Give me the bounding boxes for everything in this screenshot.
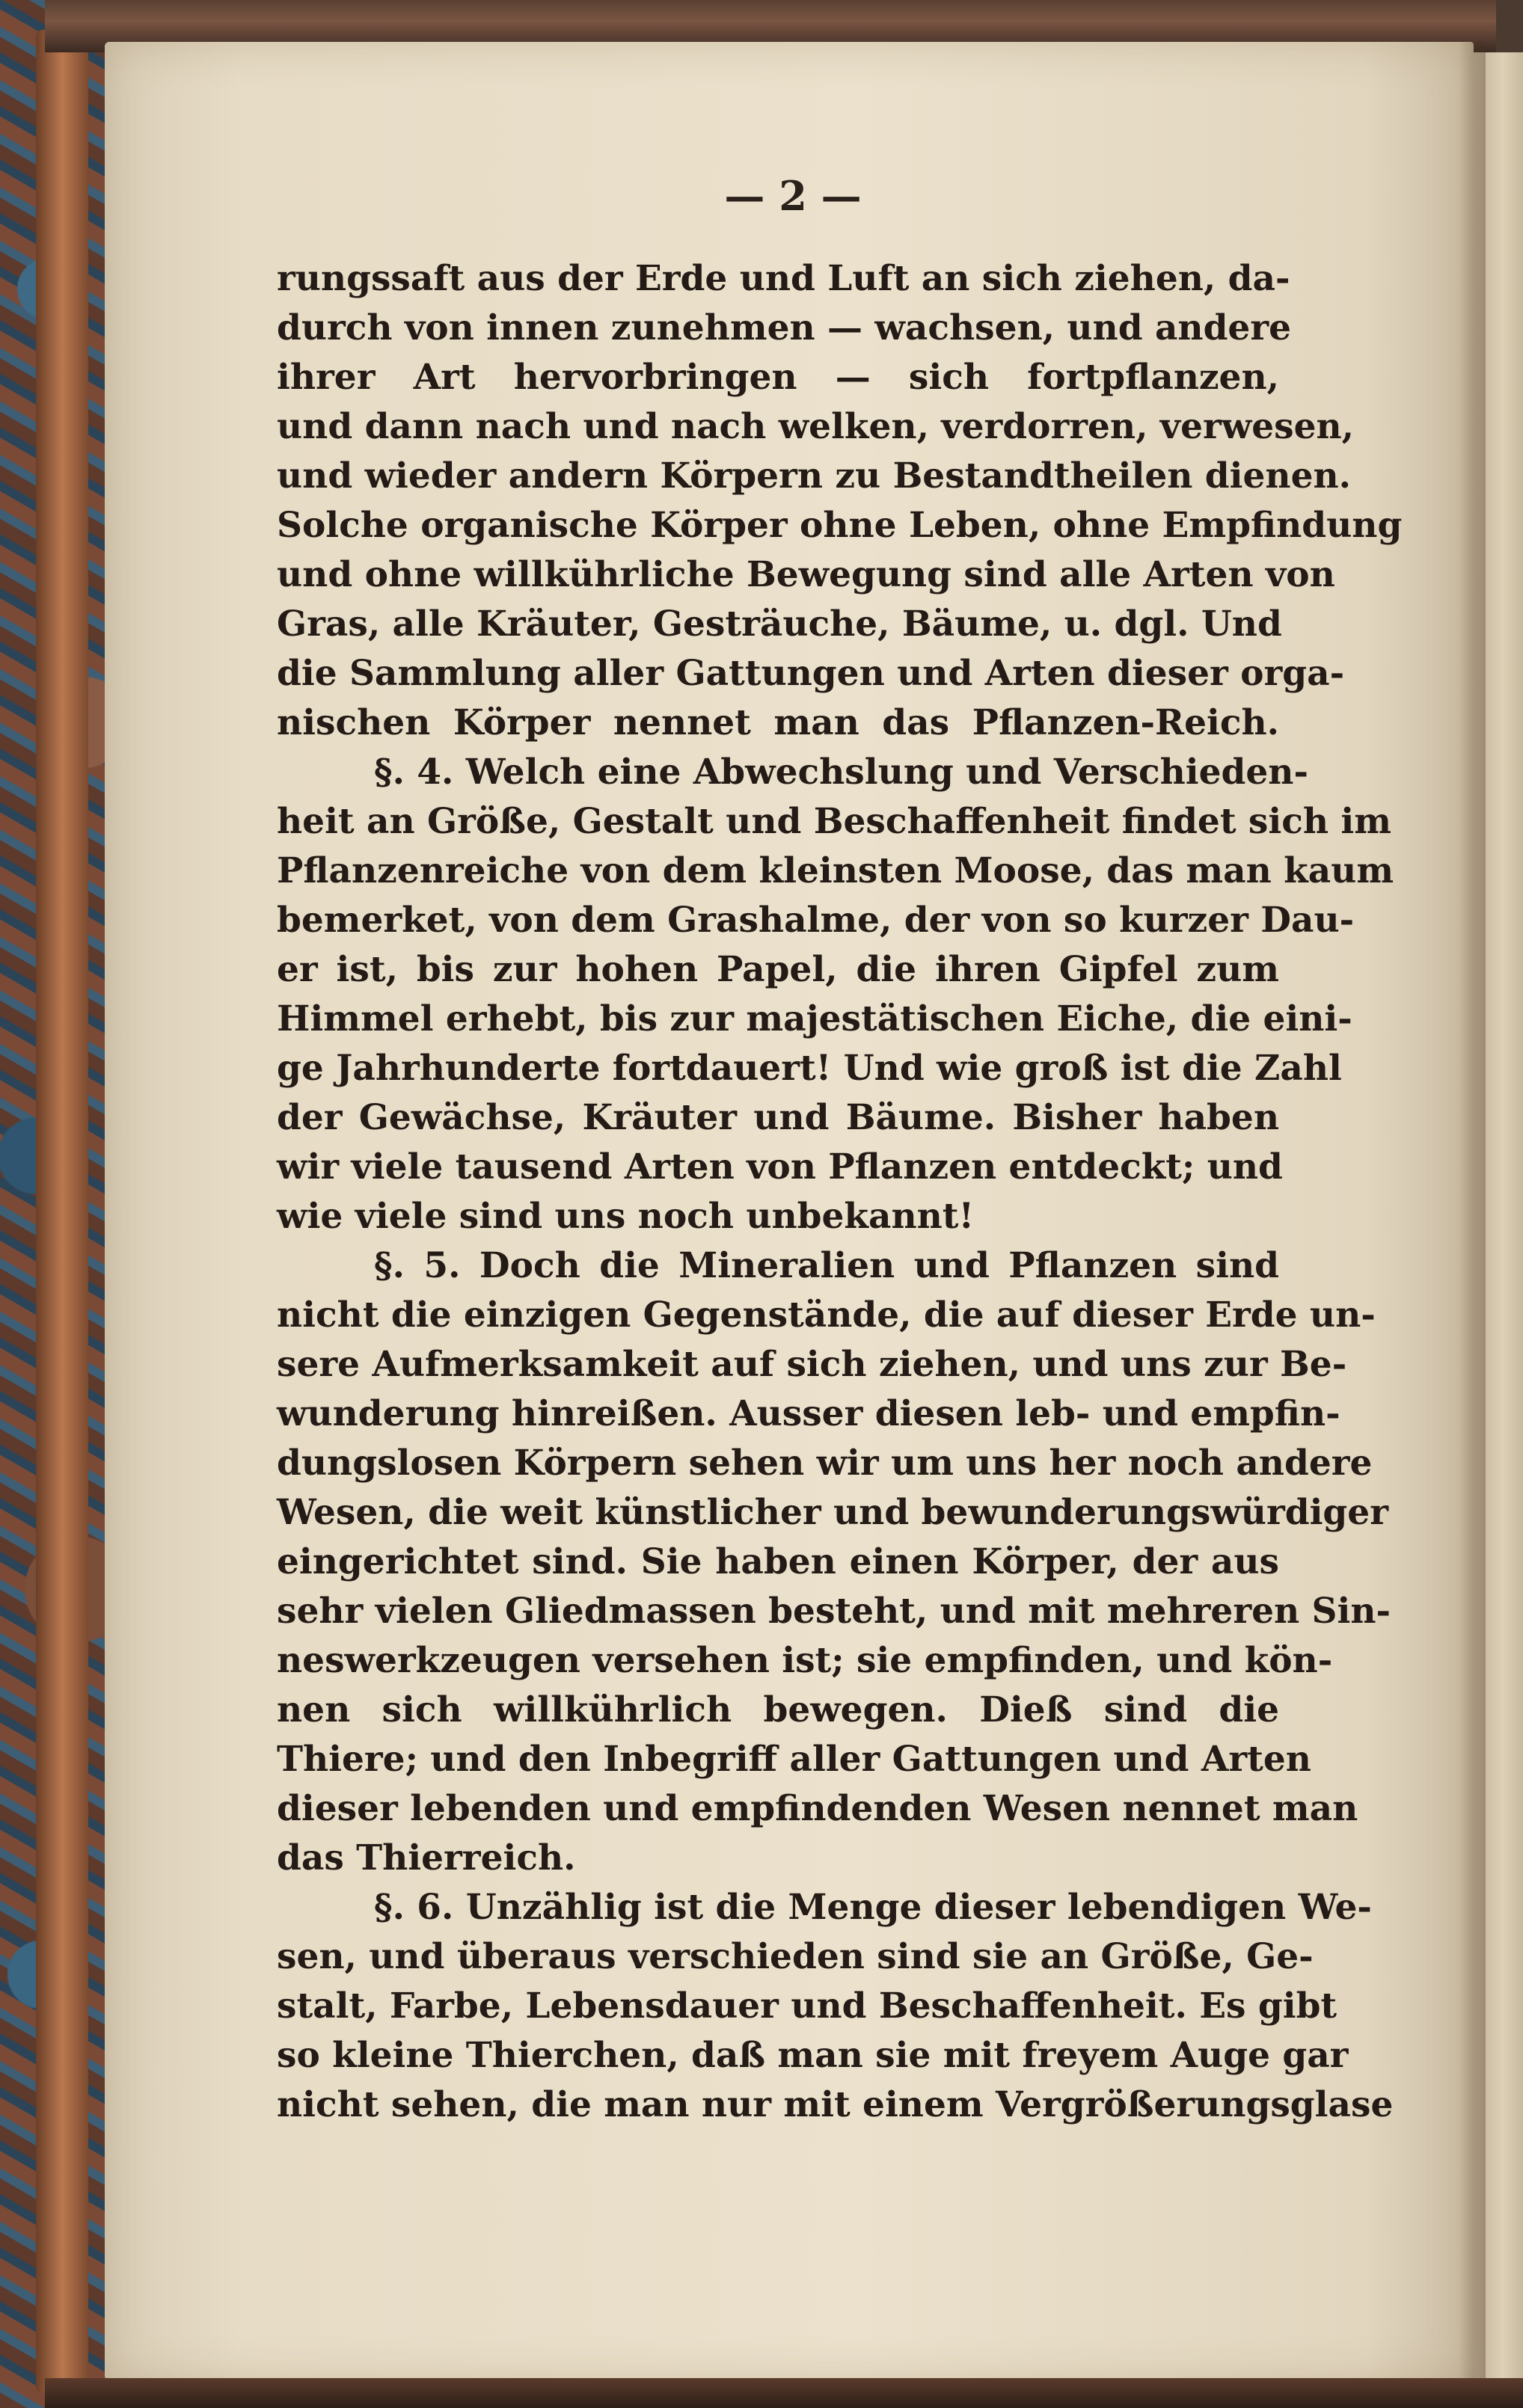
text-line: bemerket, von dem Grashalme, der von so kurzer Dau-: [277, 900, 1355, 941]
text-line: Pflanzenreiche von dem kleinsten Moose, das man kaum: [277, 850, 1394, 891]
text-line: und ohne willkührliche Bewegung sind alle Arten von: [277, 554, 1335, 595]
text-line: Himmel erhebt, bis zur majestätischen Eiche, die eini-: [277, 998, 1352, 1039]
text-line: §. 5. Doch die Mineralien und Pflanzen sind: [374, 1245, 1279, 1286]
text-line: durch von innen zunehmen — wachsen, und andere: [277, 307, 1292, 348]
leather-binding-edge: [36, 30, 88, 2393]
text-line: wie viele sind uns noch unbekannt!: [277, 1196, 975, 1237]
page-text: [277, 254, 1403, 2348]
text-line: dieser lebenden und empfindenden Wesen nennet man: [277, 1788, 1358, 1829]
text-line: ihrer Art hervorbringen — sich fortpflanzen,: [277, 357, 1279, 398]
text-line: wunderung hinreißen. Ausser diesen leb- und empfin-: [277, 1393, 1340, 1434]
text-line: sehr vielen Gliedmassen besteht, und mit mehreren Sin-: [277, 1591, 1391, 1632]
text-line: Wesen, die weit künstlicher und bewunderungswürdiger: [277, 1492, 1388, 1533]
text-line: dungslosen Körpern sehen wir um uns her noch andere: [277, 1443, 1373, 1484]
spine-shadow: [1459, 42, 1486, 2383]
text-line: §. 4. Welch eine Abwechslung und Verschieden-: [374, 752, 1308, 793]
text-line: ge Jahrhunderte fortdauert! Und wie groß ist die Zahl: [277, 1048, 1342, 1089]
text-line: nicht sehen, die man nur mit einem Vergrößerungsglase: [277, 2084, 1394, 2125]
text-line: und dann nach und nach welken, verdorren, verwesen,: [277, 406, 1355, 447]
text-line: heit an Größe, Gestalt und Beschaffenheit findet sich im: [277, 801, 1391, 842]
text-line: das Thierreich.: [277, 1837, 576, 1879]
text-line: nen sich willkührlich bewegen. Dieß sind die: [277, 1689, 1279, 1730]
text-line: die Sammlung aller Gattungen und Arten dieser orga-: [277, 653, 1345, 694]
text-line: rungssaft aus der Erde und Luft an sich ziehen, da-: [277, 258, 1290, 299]
text-line: Solche organische Körper ohne Leben, ohne Empfindung: [277, 505, 1403, 546]
text-line: sere Aufmerksamkeit auf sich ziehen, und uns zur Be-: [277, 1344, 1347, 1385]
text-line: der Gewächse, Kräuter und Bäume. Bisher haben: [277, 1097, 1279, 1138]
leather-bottom-edge: [45, 2378, 1523, 2408]
text-line: er ist, bis zur hohen Papel, die ihren Gipfel zum: [277, 949, 1279, 990]
text-line: Gras, alle Kräuter, Gesträuche, Bäume, u. dgl. Und: [277, 603, 1282, 645]
text-line: eingerichtet sind. Sie haben einen Körper, der aus: [277, 1541, 1279, 1582]
text-line: sen, und überaus verschieden sind sie an Größe, Ge-: [277, 1936, 1314, 1977]
text-line: §. 6. Unzählig ist die Menge dieser lebendigen We-: [374, 1887, 1372, 1928]
text-line: nicht die einzigen Gegenstände, die auf dieser Erde un-: [277, 1294, 1376, 1336]
page-number-header: — 2 —: [724, 172, 862, 220]
text-line: Thiere; und den Inbegriff aller Gattungen und Arten: [277, 1739, 1311, 1780]
text-line: stalt, Farbe, Lebensdauer und Beschaffenheit. Es gibt: [277, 1985, 1337, 2027]
text-line: und wieder andern Körpern zu Bestandtheilen dienen.: [277, 455, 1352, 497]
text-line: wir viele tausend Arten von Pflanzen entdeckt; und: [277, 1146, 1283, 1188]
text-line: neswerkzeugen versehen ist; sie empfinden, und kön-: [277, 1640, 1333, 1681]
text-line: nischen Körper nennet man das Pflanzen-Reich.: [277, 702, 1279, 743]
text-line: so kleine Thierchen, daß man sie mit freyem Auge gar: [277, 2035, 1349, 2076]
